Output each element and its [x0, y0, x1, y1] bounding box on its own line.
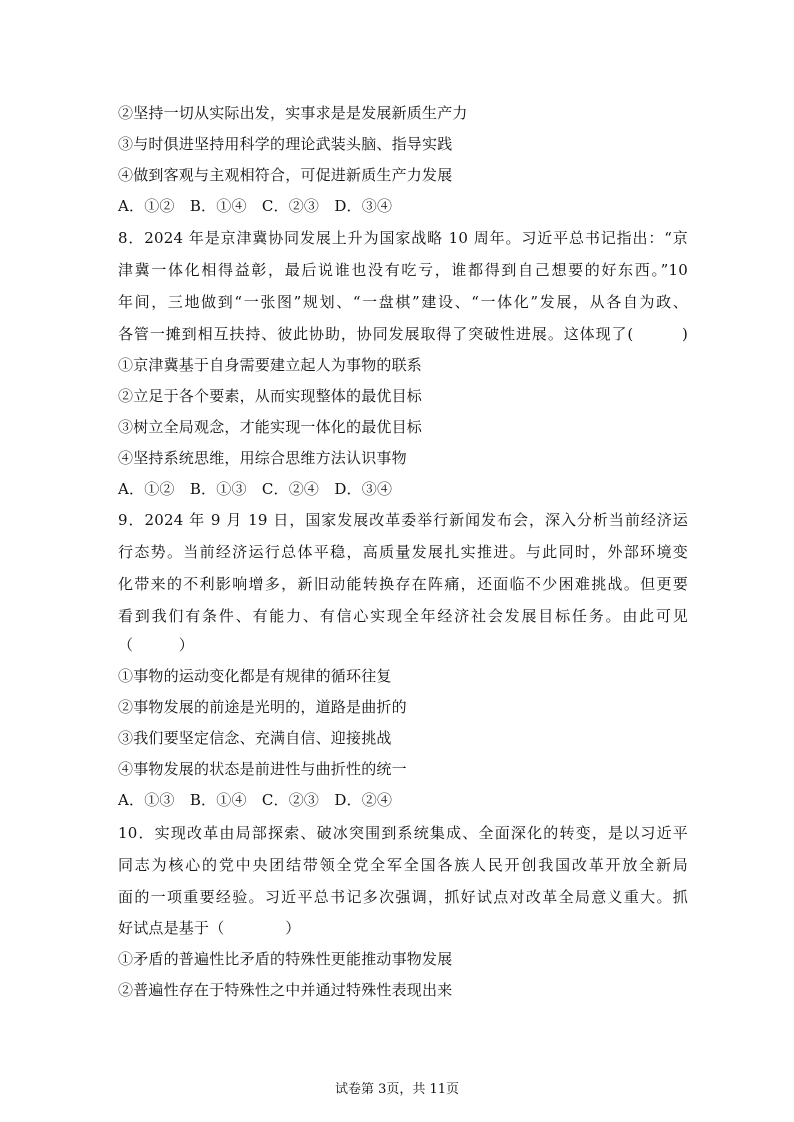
q9-option-3: ③我们要坚定信念、充满自信、迎接挑战: [118, 729, 392, 747]
q10-stem-line-1: 10．实现改革由局部探索、破冰突围到系统集成、全面深化的转变，是以习近平: [118, 824, 688, 842]
q8-option-1: ①京津冀基于自身需要建立起人为事物的联系: [118, 356, 423, 374]
q10-option-1: ①矛盾的普遍性比矛盾的特殊性更能推动事物发展: [118, 950, 453, 968]
q9-answer-blank: （ ）: [118, 636, 195, 654]
q8-option-3: ③树立全局观念，才能实现一体化的最优目标: [118, 418, 423, 436]
q7-option-4: ④做到客观与主观相符合，可促进新质生产力发展: [118, 166, 453, 184]
q9-option-4: ④事物发展的状态是前进性与曲折性的统一: [118, 760, 407, 778]
q8-stem-line-4: 各管一摊到相互扶持、彼此协助，协同发展取得了突破性进展。这体现了( ): [118, 325, 688, 343]
q9-stem-line-4: 看到我们有条件、有能力、有信心实现全年经济社会发展目标任务。由此可见: [118, 607, 688, 625]
q9-option-1: ①事物的运动变化都是有规律的循环往复: [118, 667, 392, 685]
q8-stem-line-2: 津冀一体化相得益彰，最后说谁也没有吃亏，谁都得到自己想要的好东西。”10: [118, 261, 688, 279]
q9-stem-line-3: 化带来的不利影响增多，新旧动能转换存在阵痛，还面临不少困难挑战。但更要: [118, 575, 688, 593]
q10-option-2: ②普遍性存在于特殊性之中并通过特殊性表现出来: [118, 981, 453, 999]
q7-option-2: ②坚持一切从实际出发，实事求是是发展新质生产力: [118, 104, 468, 122]
q8-stem-line-3: 年间，三地做到“一张图”规划、“一盘棋”建设、“一体化”发展，从各自为政、: [118, 293, 688, 311]
q10-stem-line-4: 好试点是基于（ ）: [118, 919, 301, 937]
q8-option-2: ②立足于各个要素，从而实现整体的最优目标: [118, 387, 423, 405]
q7-option-3: ③与时俱进坚持用科学的理论武装头脑、指导实践: [118, 135, 453, 153]
q10-stem-line-3: 面的一项重要经验。习近平总书记多次强调，抓好试点对改革全局意义重大。抓: [118, 888, 688, 906]
q9-stem-line-2: 行态势。当前经济运行总体平稳，高质量发展扎实推进。与此同时，外部环境变: [118, 543, 688, 561]
q7-choices: A．①② B．①④ C．②③ D．③④: [118, 197, 393, 215]
page-footer: 试卷第 3页，共 11页: [334, 1082, 460, 1097]
q9-stem-line-1: 9．2024 年 9 月 19 日，国家发展改革委举行新闻发布会，深入分析当前经济运: [118, 511, 688, 529]
q10-stem-line-2: 同志为核心的党中央团结带领全党全军全国各族人民开创我国改革开放全新局: [118, 856, 688, 874]
q8-option-4: ④坚持系统思维，用综合思维方法认识事物: [118, 449, 407, 467]
q9-choices: A．①③ B．①④ C．②③ D．②④: [118, 791, 393, 809]
q8-stem-line-1: 8．2024 年是京津冀协同发展上升为国家战略 10 周年。习近平总书记指出：“京: [118, 229, 688, 247]
q8-choices: A．①② B．①③ C．②④ D．③④: [118, 480, 393, 498]
q9-option-2: ②事物发展的前途是光明的，道路是曲折的: [118, 698, 407, 716]
